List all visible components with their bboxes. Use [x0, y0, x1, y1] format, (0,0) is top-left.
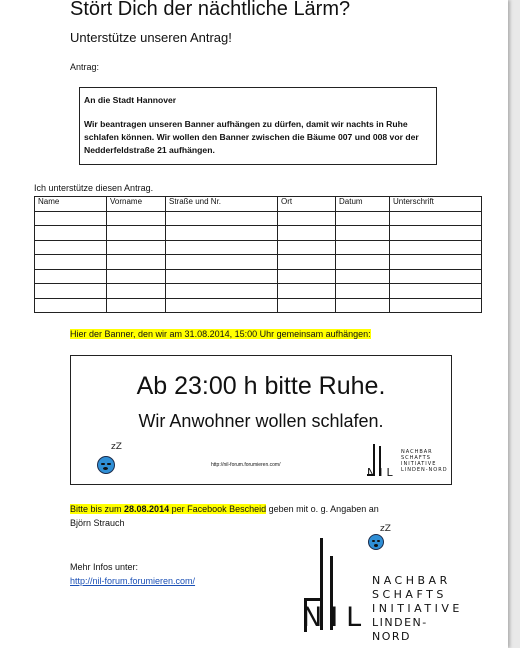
- zzz-icon: zZ: [380, 524, 391, 534]
- antrag-addressee: An die Stadt Hannover: [84, 95, 177, 105]
- column-header: Unterschrift: [390, 197, 482, 212]
- banner-intro: [70, 329, 371, 339]
- signature-cell[interactable]: [166, 269, 278, 284]
- signature-cell[interactable]: [107, 255, 166, 270]
- deadline-highlight-2: per Facebook Bescheid: [169, 504, 267, 514]
- signature-table: [34, 196, 482, 313]
- signature-cell[interactable]: [278, 255, 336, 270]
- logo-line: LINDEN-NORD: [372, 616, 428, 643]
- signature-cell[interactable]: [278, 226, 336, 241]
- signature-cell[interactable]: [278, 240, 336, 255]
- table-row: [35, 211, 482, 226]
- nil-logo: [296, 524, 466, 643]
- nil-mark: NIL: [302, 602, 370, 633]
- signature-cell[interactable]: [336, 240, 390, 255]
- column-header: Datum: [336, 197, 390, 212]
- page-subtitle: Unterstütze unseren Antrag!: [70, 30, 232, 45]
- table-row: [35, 226, 482, 241]
- antrag-text: Wir beantragen unseren Banner aufhängen zu dürfen, damit wir nachts in Ruhe schlafen können. Wir wollen den Banner zwischen die Bäume 007 und 008 vor der Nedderfeldstraße 21 aufhängen.: [84, 119, 419, 155]
- logo-line: INITIATIVE: [372, 602, 463, 615]
- signature-cell[interactable]: [278, 269, 336, 284]
- banner-nil-mark: NIL: [367, 466, 397, 479]
- column-header: Vorname: [107, 197, 166, 212]
- signature-cell[interactable]: [35, 284, 107, 299]
- signature-cell[interactable]: [166, 226, 278, 241]
- table-header-row: [35, 197, 482, 212]
- deadline-date: 28.08.2014: [124, 504, 170, 514]
- banner-url: http://nil-forum.forumieren.com/: [211, 462, 281, 468]
- signature-cell[interactable]: [390, 269, 482, 284]
- logo-line: NACHBAR: [372, 574, 451, 587]
- more-info-link[interactable]: http://nil-forum.forumieren.com/: [70, 576, 196, 586]
- deadline-highlight: Bitte bis zum: [70, 504, 125, 514]
- signature-cell[interactable]: [107, 269, 166, 284]
- signature-cell[interactable]: [390, 211, 482, 226]
- sleeping-face-icon: [97, 456, 115, 474]
- more-info-label: Mehr Infos unter:: [70, 562, 139, 572]
- signature-cell[interactable]: [390, 240, 482, 255]
- banner-intro-text: Hier der Banner, den wir am 31.08.2014, 15:00 Uhr gemeinsam aufhängen:: [70, 329, 371, 339]
- table-row: [35, 240, 482, 255]
- banner-line-1: Ab 23:00 h bitte Ruhe.: [136, 372, 386, 400]
- logo-line: SCHAFTS: [372, 588, 447, 601]
- antrag-box: [79, 87, 437, 165]
- signature-cell[interactable]: [35, 255, 107, 270]
- table-row: [35, 284, 482, 299]
- signature-cell[interactable]: [336, 211, 390, 226]
- signature-cell[interactable]: [336, 255, 390, 270]
- banner-line-2: Wir Anwohner wollen schlafen.: [138, 411, 384, 431]
- table-row: [35, 298, 482, 313]
- signature-cell[interactable]: [107, 226, 166, 241]
- antrag-label: Antrag:: [70, 62, 100, 72]
- column-header: Ort: [278, 197, 336, 212]
- signature-cell[interactable]: [336, 298, 390, 313]
- signature-cell[interactable]: [35, 211, 107, 226]
- signature-cell[interactable]: [390, 284, 482, 299]
- signature-cell[interactable]: [107, 284, 166, 299]
- signature-cell[interactable]: [166, 240, 278, 255]
- support-label: Ich unterstütze diesen Antrag.: [34, 183, 154, 193]
- banner-preview: [70, 355, 452, 485]
- signature-cell[interactable]: [166, 298, 278, 313]
- signature-cell[interactable]: [336, 226, 390, 241]
- column-header: Name: [35, 197, 107, 212]
- signature-cell[interactable]: [390, 226, 482, 241]
- signature-cell[interactable]: [166, 255, 278, 270]
- table-row: [35, 255, 482, 270]
- signature-cell[interactable]: [278, 298, 336, 313]
- signature-cell[interactable]: [35, 240, 107, 255]
- contact-name: Björn Strauch: [70, 518, 125, 528]
- signature-cell[interactable]: [107, 211, 166, 226]
- signature-cell[interactable]: [390, 298, 482, 313]
- sleeping-face-icon: [368, 534, 384, 550]
- banner-logo-line: LINDEN-NORD: [401, 467, 448, 473]
- deadline-text: [70, 504, 379, 514]
- signature-cell[interactable]: [107, 240, 166, 255]
- banner-nil-logo: [367, 442, 451, 482]
- signature-cell[interactable]: [278, 284, 336, 299]
- signature-cell[interactable]: [35, 269, 107, 284]
- signature-cell[interactable]: [166, 211, 278, 226]
- signature-cell[interactable]: [278, 211, 336, 226]
- banner-logo-line: INITIATIVE: [401, 461, 437, 467]
- zzz-icon: zZ: [111, 442, 122, 452]
- signature-cell[interactable]: [390, 255, 482, 270]
- signature-cell[interactable]: [336, 284, 390, 299]
- signature-cell[interactable]: [35, 298, 107, 313]
- signature-cell[interactable]: [35, 226, 107, 241]
- signature-cell[interactable]: [336, 269, 390, 284]
- signature-cell[interactable]: [166, 284, 278, 299]
- banner-logo-line: NACHBAR: [401, 449, 433, 455]
- table-row: [35, 269, 482, 284]
- column-header: Straße und Nr.: [166, 197, 278, 212]
- deadline-rest: geben mit o. g. Angaben an: [266, 504, 379, 514]
- page-title: Stört Dich der nächtliche Lärm?: [70, 0, 351, 20]
- nil-logo-text: [372, 574, 466, 644]
- signature-cell[interactable]: [107, 298, 166, 313]
- banner-logo-line: SCHAFTS: [401, 455, 431, 461]
